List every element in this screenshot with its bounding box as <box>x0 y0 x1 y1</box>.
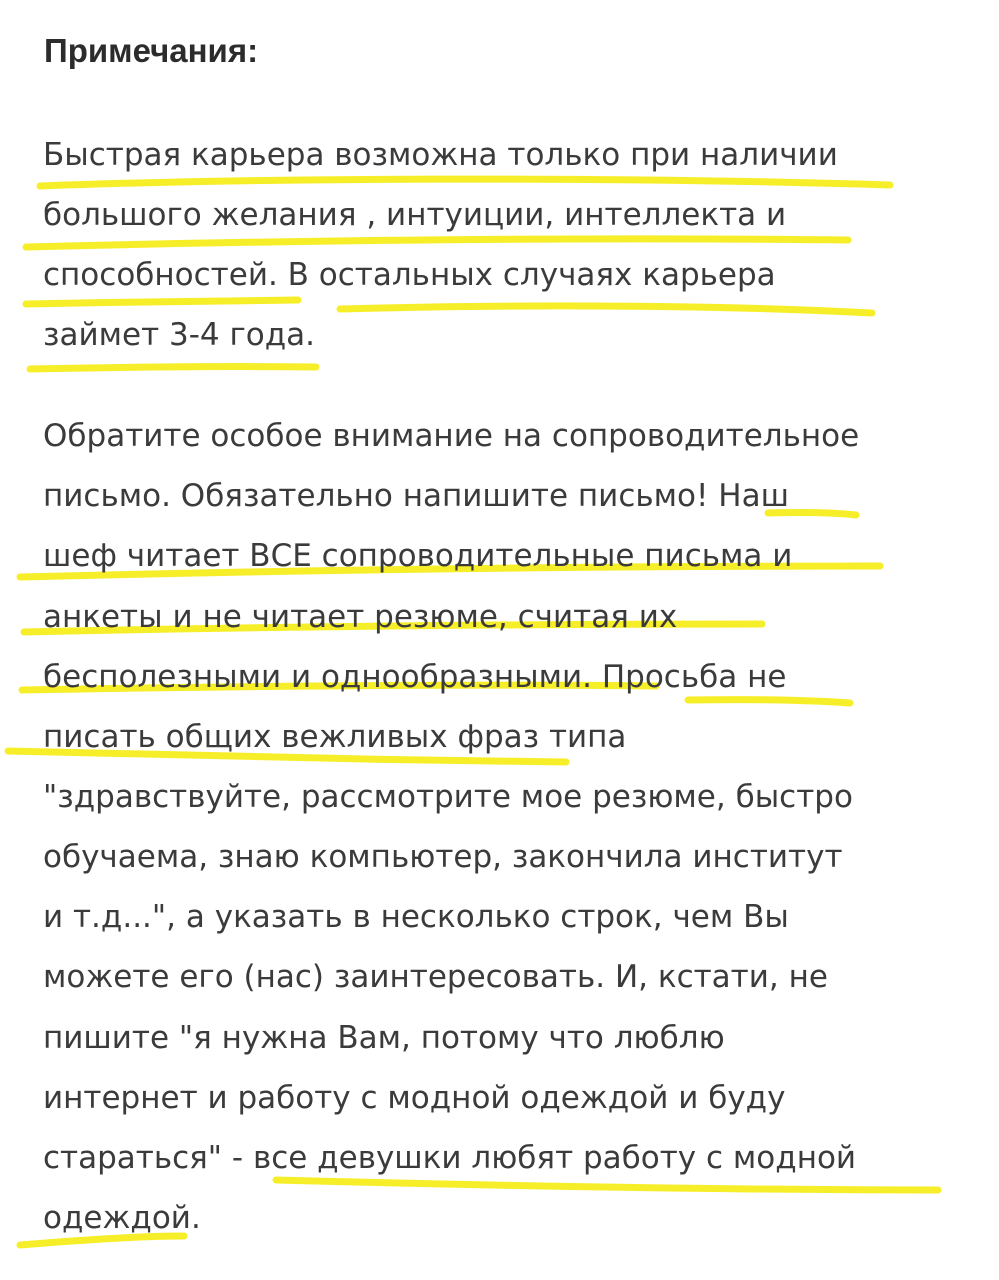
paragraph-2-line: интернет и работу с модной одеждой и буду <box>43 1080 786 1116</box>
paragraph-2-line: бесполезными и однообразными. Просьба не <box>43 659 787 695</box>
paragraph-2-line: шеф читает ВСЕ сопроводительные письма и <box>43 538 793 574</box>
paragraph-2-line: и т.д...", а указать в несколько строк, чем Вы <box>43 899 789 935</box>
paragraph-1-line: большого желания , интуиции, интеллекта и <box>43 197 787 233</box>
highlight-stroke <box>30 367 316 369</box>
paragraph-1-line: Быстрая карьера возможна только при наличии <box>43 137 838 173</box>
paragraph-2-line: одеждой. <box>43 1200 201 1236</box>
paragraph-2-line: письмо. Обязательно напишите письмо! Наш <box>43 478 789 514</box>
paragraph-2-line: пишите "я нужна Вам, потому что люблю <box>43 1020 725 1056</box>
paragraph-2-line: "здравствуйте, рассмотрите мое резюме, быстро <box>43 779 853 815</box>
paragraph-2-line: обучаема, знаю компьютер, закончила институт <box>43 839 843 875</box>
paragraph-1-line: способностей. В остальных случаях карьера <box>43 257 776 293</box>
paragraph-2-line: стараться" - все девушки любят работу с модной <box>43 1140 857 1176</box>
paragraph-2-line: писать общих вежливых фраз типа <box>43 719 627 755</box>
highlight-stroke <box>340 306 872 313</box>
paragraph-2-line: можете его (нас) заинтересовать. И, кстати, не <box>43 959 828 995</box>
paragraph-2-line: Обратите особое внимание на сопроводительное <box>43 418 860 454</box>
paragraph-2-line: анкеты и не читает резюме, считая их <box>43 599 678 635</box>
paragraph-1-line: займет 3-4 года. <box>43 317 316 353</box>
notes-heading: Примечания: <box>44 32 259 69</box>
